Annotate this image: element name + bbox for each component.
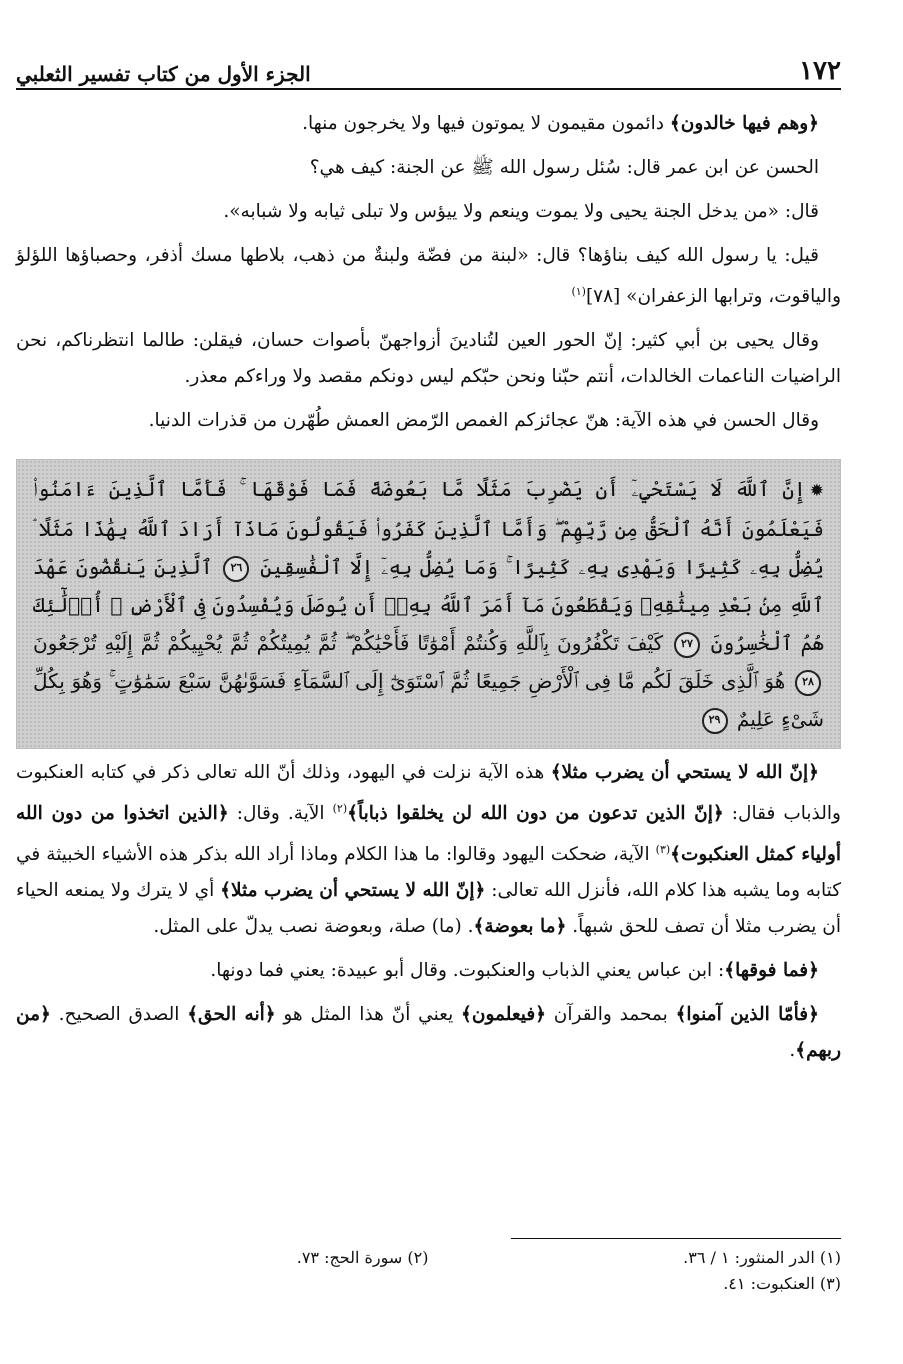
quoted-verse: ﴿إنّ الله لا يستحي أن يضرب مثلا﴾ (220, 880, 486, 902)
paragraph-text: هذه الآية نزلت في اليهود، وذلك أنّ الله تعالى ذكر في كتابه العنكبوت والذباب فقال: (16, 762, 841, 825)
quoted-verse: ﴿إنّ الله لا يستحي أن يضرب مثلا﴾ (550, 762, 819, 784)
footnote-ref: (٢) (332, 802, 348, 816)
paragraph-text: الآية. وقال: (228, 803, 333, 825)
ayah-number-circle-icon: ٢٧ (674, 632, 700, 658)
footnote-ref: (٣) (655, 843, 671, 857)
paragraph (16, 238, 841, 315)
paragraph: وقال الحسن في هذه الآية: هنّ عجائزكم الغمص الرّمض العمش طُهّرن من قذرات الدنيا. (148, 410, 819, 432)
footnote: (١) الدر المنثور: ١ / ٣٦. (683, 1248, 841, 1267)
quoted-verse: ﴿فأمّا الذين آمنوا﴾ (675, 1004, 819, 1026)
ayah-number-circle-icon: ٢٩ (702, 708, 728, 734)
quoted-verse: ﴿فما فوقها﴾ (724, 960, 819, 982)
paragraph (16, 755, 841, 945)
paragraph-text: الصدق الصحيح. (50, 1004, 188, 1026)
paragraph (16, 997, 841, 1069)
quoted-verse: ﴿من ربهم﴾ (16, 1004, 841, 1062)
quran-segment: إِنَّ ٱللَّهَ لَا يَسْتَحْيِۦٓ أَن يَضْرِبَ مَثَلًا مَّا بَعُوضَةً فَمَا فَوْقَهَا ۚ فَأَمَّا ٱلَّذِينَ ءَامَنُوا۟ فَيَعْلَمُونَ أَنَّهُ ٱلْحَقُّ مِن رَّبِّهِمْ ۖ وَأَمَّا ٱلَّذِينَ كَفَرُوا۟ فَيَقُولُونَ مَاذَآ أَرَادَ ٱللَّهُ بِهَٰذَا مَثَلًا ۘ يُضِلُّ بِهِۦ كَثِيرًا وَيَهْدِى بِهِۦ كَثِيرًا ۚ وَمَا يُضِلُّ بِهِۦٓ إِلَّا ٱلْفَٰسِقِينَ (33, 477, 824, 580)
quoted-verse: ﴿وهم فيها خالدون﴾ (669, 113, 819, 134)
paragraph-text: دائمون مقيمون لا يموتون فيها ولا يخرجون منها. (302, 113, 670, 134)
paragraph-text: . (ما) صلة، وبعوضة نصب يدلّ على المثل. (153, 916, 474, 938)
ayah-number-circle-icon: ٢٦ (223, 556, 249, 582)
paragraph-text: . (789, 1040, 796, 1062)
footnotes (16, 1238, 841, 1297)
paragraph-text: : ابن عباس يعني الذباب والعنكبوت. وقال أبو عبيدة: يعني فما دونها. (210, 960, 725, 982)
page-body (16, 106, 841, 1069)
paragraph-text: الآية، ضحكت اليهود وقالوا: ما هذا الكلام وماذا أراد الله بذكر هذه الأشياء الخبيثة في كتابه وما يشبه هذا كلام الله، فأنزل الله تعالى: (16, 844, 841, 902)
quoted-verse: ﴿فيعلمون﴾ (461, 1004, 547, 1026)
footnote-row (16, 1271, 841, 1297)
footnote-ref: (١) (571, 285, 586, 298)
book-page (16, 48, 841, 1364)
footnote: (٢) سورة الحج: ٧٣. (296, 1248, 429, 1267)
footnote-row (16, 1245, 841, 1271)
quran-verses-box (16, 459, 841, 749)
quoted-verse: ﴿إنّ الذين تدعون من دون الله لن يخلقوا ذباباً﴾ (347, 803, 724, 825)
page-header (16, 48, 841, 90)
star-ornament-icon: ✹ (809, 481, 824, 502)
paragraph: الحسن عن ابن عمر قال: سُئل رسول الله ﷺ عن الجنة: كيف هي؟ (309, 157, 819, 178)
footnote-divider (511, 1238, 841, 1239)
paragraph (16, 106, 841, 142)
paragraph (16, 953, 841, 989)
quoted-verse: ﴿أنه الحق﴾ (187, 1004, 276, 1026)
paragraph-text: يعني أنّ هذا المثل هو (275, 1004, 462, 1026)
running-title: الجزء الأول من كتاب تفسير الثعلبي (16, 62, 311, 86)
quoted-verse: ﴿الذين اتخذوا من دون الله أولياء كمثل العنكبوت﴾ (16, 803, 841, 866)
paragraph-text: بمحمد والقرآن (546, 1004, 676, 1026)
quran-segment: كَيْفَ تَكْفُرُونَ بِٱللَّهِ وَكُنتُمْ أَمْوَٰتًا فَأَحْيَٰكُمْ ۖ ثُمَّ يُمِيتُكُمْ ثُمَّ يُحْيِيكُمْ ثُمَّ إِلَيْهِ تُرْجَعُونَ (33, 631, 664, 656)
page-number: ١٧٢ (799, 56, 841, 86)
footnote: (٣) العنكبوت: ٤١. (723, 1274, 841, 1293)
paragraph-text: أي لا يترك ولا يمنعه الحياء أن يضرب مثلا أن تصف للحق شبهاً. (16, 880, 841, 938)
quran-segment: هُوَ ٱلَّذِى خَلَقَ لَكُم مَّا فِى ٱلْأَرْضِ جَمِيعًا ثُمَّ ٱسْتَوَىٰٓ إِلَى ٱلسَّمَآءِ فَسَوَّىٰهُنَّ سَبْعَ سَمَٰوَٰتٍ ۚ وَهُوَ بِكُلِّ شَىْءٍ عَلِيمٌ (33, 669, 824, 732)
quoted-verse: ﴿ما بعوضة﴾ (473, 916, 567, 938)
paragraph: قال: «من يدخل الجنة يحيى ولا يموت وينعم ولا ييؤس ولا تبلى ثيابه ولا شبابه». (223, 201, 819, 222)
paragraph: وقال يحيى بن أبي كثير: إنّ الحور العين لتُنادينَ أزواجهنّ بأصوات حسان، فيقلن: طالما انتظرناكم، نحن الراضيات الناعمات الخالدات، أنتم حبّنا ونحن حبّكم ليس دونكم مقصد ولا وراءكم معذر. (16, 330, 841, 388)
quran-text (33, 470, 824, 738)
quran-segment: ٱلَّذِينَ يَنقُضُونَ عَهْدَ ٱللَّهِ مِنۢ بَعْدِ مِيثَٰقِهِۦ وَيَقْطَعُونَ مَآ أَمَرَ ٱللَّهُ بِهِۦٓ أَن يُوصَلَ وَيُفْسِدُونَ فِى ٱلْأَرْضِ ۚ أُو۟لَٰٓئِكَ هُمُ ٱلْخَٰسِرُونَ (33, 555, 825, 656)
paragraph-text: قيل: يا رسول الله كيف بناؤها؟ قال: «لبنة من فضّة ولبنةٌ من ذهب، بلاطها مسك أذفر، وحصباؤها اللؤلؤ والياقوت، وترابها الزعفران» [٧٨] (16, 245, 841, 308)
ayah-number-circle-icon: ٢٨ (795, 670, 821, 696)
